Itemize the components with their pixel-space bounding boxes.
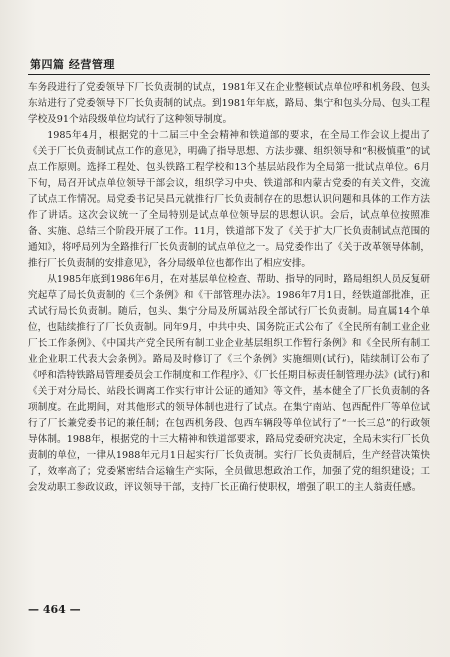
paragraph-3: 从1985年底到1986年6月，在对基层单位检查、帮助、指导的同时，路局组织人员反复研究起草了局长负责制的《三个条例》和《干部管理办法》。1986年7月1日，经铁道部批准，正式试行局长负责制。随后，包头、集宁分局及所属站段全部试行厂长负责制。局直属14个单位，也陆续推行了厂长负责制。同年9月，中共中央、国务院正式公布了《全民所有制工业企业厂长工作条例》、《中国共产党全民所有制工业企业基层组织工作暂行条例》和《全民所有制工业企业职工代表大会条例》。路局及时修订了《三个条例》实施细则(试行)，陆续制订公布了《呼和浩特铁路局管理委员会工作制度和工作程序》、《厂长任期目标责任制管理办法》(试行)和《关于对分局长、站段长调离工作实行审计公证的通知》等文件，基本健全了厂长负责制的各项制度。在此期间，对其他形式的领导体制也进行了试点。在集宁南站、包西配件厂等单位试行了厂长兼党委书记的兼任制；在包西机务段、包西车辆段等单位试行了“一长三总”的行政领导体制。1988年，根据党的十三大精神和铁道部要求，路局党委研究决定，全局未实行厂长负责制的单位，一律从1988年元月1日起实行厂长负责制。实行厂长负责制后，生产经营决策快了，效率高了；党委紧密结合运输生产实际，全员做思想政治工作，加强了党的组织建设；工会发动职工参政议政，评议领导干部，支持厂长正确行使职权，增强了职工的主人翁责任感。	[28, 274, 430, 493]
body-text	[28, 80, 430, 496]
header-rule	[28, 74, 430, 75]
page-number: — 464 —	[28, 603, 81, 616]
paragraph-2: 1985年4月，根据党的十二届三中全会精神和铁道部的要求，在全局工作会议上提出了《关于厂长负责制试点工作的意见》，明确了指导思想、方法步骤、组织领导和“积极慎重”的试点工作原则。选择工程处、包头铁路工程学校和13个基层站段作为全局第一批试点单位。6月下旬，局召开试点单位领导干部会议，组织学习中央、铁道部和内蒙古党委的有关文件，交流了试点工作情况。局党委书记吴昌元就推行厂长负责制存在的思想认识问题和具体的工作方法作了讲话。这次会议统一了全局特别是试点单位领导层的思想认识。会后，试点单位按照准备、实施、总结三个阶段开展了工作。11月，铁道部下发了《关于扩大厂长负责制试点范围的通知》，将呼局列为全路推行厂长负责制的试点单位之一。局党委作出了《关于改革领导体制，推行厂长负责制的安排意见》，各分局级单位也都作出了相应安排。	[28, 130, 430, 269]
paragraph-1: 车务段进行了党委领导下厂长负责制的试点，1981年又在企业整顿试点单位呼和机务段、包头东站进行了党委领导下厂长负责制的试点。到1981年年底，路局、集宁和包头分局、包头工程学校及91个站段级单位均试行了这种领导制度。	[28, 82, 430, 125]
running-header: 第四篇 经营管理	[30, 58, 115, 71]
